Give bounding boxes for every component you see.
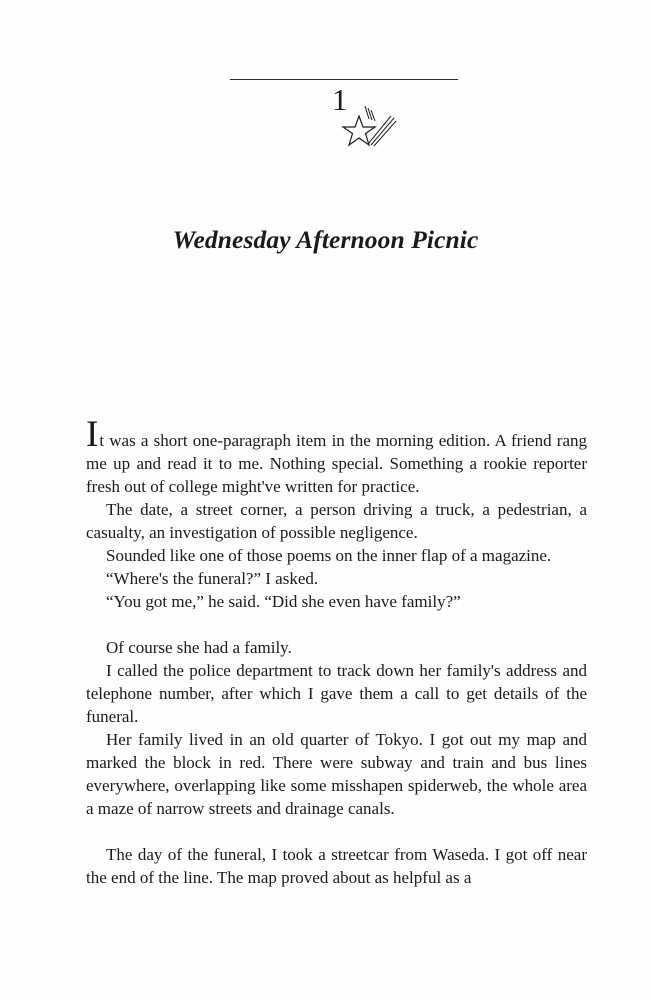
chapter-rule — [230, 79, 458, 80]
paragraph: “You got me,” he said. “Did she even have family?” — [106, 592, 461, 611]
paragraph: Sounded like one of those poems on the inner flap of a magazine. — [106, 546, 552, 565]
chapter-title: Wednesday Afternoon Picnic — [172, 225, 479, 254]
paragraph — [86, 414, 587, 498]
paragraph-text: t was a short one-paragraph item in the morning edition. A friend rang me up and read it to me. Nothing special. Something a rookie reporter fresh out of college might've written for practice. — [86, 431, 587, 496]
chapter-number: 1 — [332, 82, 348, 117]
paragraph: The date, a street corner, a person driving a truck, a pedestrian, a casualty, an investigation of possible negligence. — [86, 500, 587, 542]
star-icon — [338, 100, 398, 155]
paragraph: Of course she had a family. — [106, 638, 292, 657]
drop-cap: I — [86, 414, 99, 455]
paragraph: I called the police department to track down her family's address and telephone number, after which I gave them a call to get details of the funeral. — [86, 661, 587, 726]
paragraph: “Where's the funeral?” I asked. — [106, 569, 319, 588]
paragraph: Her family lived in an old quarter of Tokyo. I got out my map and marked the block in red. There were subway and train and bus lines everywhere, overlapping like some misshapen spiderweb, the whole area a maze of narrow streets and drainage canals. — [86, 730, 587, 818]
paragraph: The day of the funeral, I took a streetcar from Waseda. I got off near the end of the line. The map proved about as helpful as a — [86, 845, 587, 887]
chapter-body — [86, 414, 587, 889]
